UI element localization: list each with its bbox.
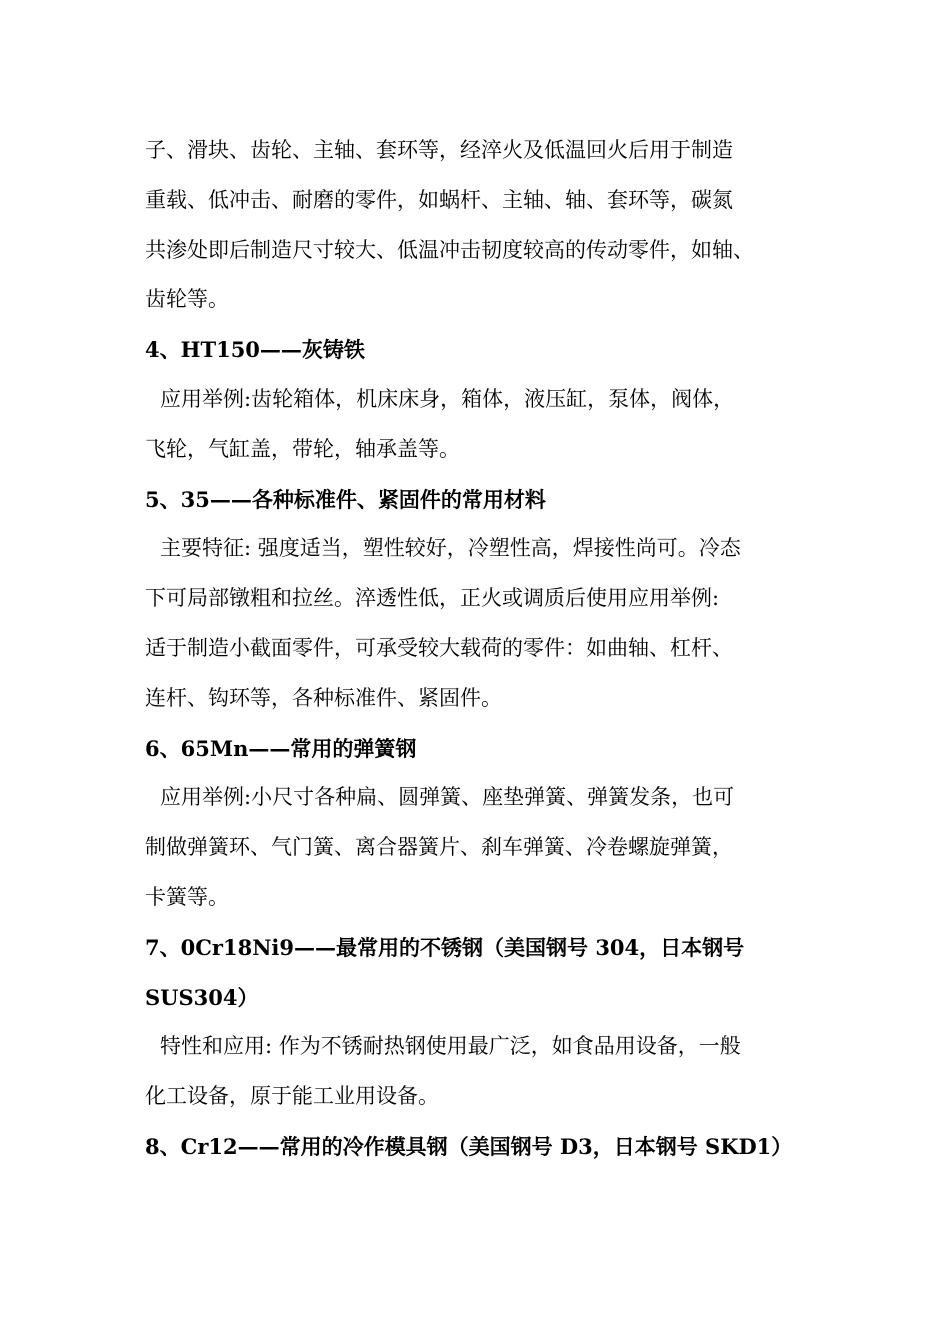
body-line: 下可局部镦粗和拉丝。淬透性低，正火或调质后使用应用举例: [145,586,720,611]
body-line: 卡簧等。 [145,884,229,909]
body-line: 齿轮等。 [145,287,229,312]
section-heading-cr12: 8、Cr12——常用的冷作模具钢（美国钢号 D3，日本钢号 SKD1） [145,1133,793,1159]
body-line: 子、滑块、齿轮、主轴、套环等，经淬火及低温回火后用于制造 [145,138,733,162]
body-line: 制做弹簧环、气门簧、离合器簧片、刹车弹簧、冷卷螺旋弹簧， [145,835,733,860]
document-content [145,126,815,1172]
section-heading-65mn: 6、65Mn——常用的弹簧钢 [145,735,417,761]
body-line: 共渗处即后制造尺寸较大、低温冲击韧度较高的传动零件，如轴、 [145,237,754,262]
section-heading-0cr18ni9: 7、0Cr18Ni9——最常用的不锈钢（美国钢号 304，日本钢号 [145,934,745,960]
body-line: 特性和应用: 作为不锈耐热钢使用最广泛，如食品用设备，一般 [160,1034,741,1059]
section-heading-35: 5、35——各种标准件、紧固件的常用材料 [145,486,546,512]
body-line: 重载、低冲击、耐磨的零件，如蜗杆、主轴、轴、套环等，碳氮 [145,187,733,212]
body-line: 应用举例:小尺寸各种扁、圆弹簧、座垫弹簧、弹簧发条，也可 [160,785,735,810]
body-line: 连杆、钩环等，各种标准件、紧固件。 [145,685,502,710]
body-line: 飞轮，气缸盖，带轮，轴承盖等。 [145,436,460,461]
body-line: 应用举例:齿轮箱体，机床床身，箱体，液压缸，泵体，阀体， [160,386,735,411]
section-heading-ht150: 4、HT150——灰铸铁 [145,337,365,363]
body-line: 主要特征: 强度适当，塑性较好，冷塑性高，焊接性尚可。冷态 [160,536,741,561]
body-line: 化工设备，原于能工业用设备。 [145,1084,439,1109]
section-heading-0cr18ni9-cont: SUS304） [145,984,259,1010]
body-line: 适于制造小截面零件，可承受较大载荷的零件：如曲轴、杠杆、 [145,635,733,660]
